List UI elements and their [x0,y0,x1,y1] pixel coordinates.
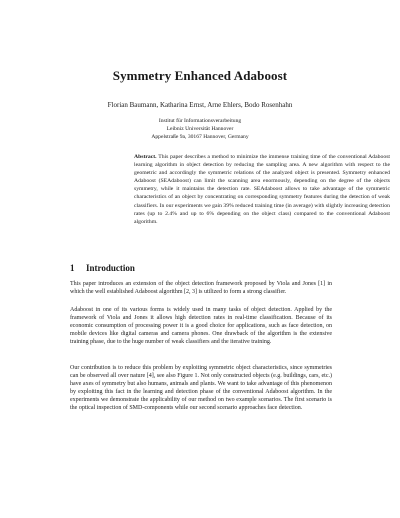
paper-title: Symmetry Enhanced Adaboost [112,68,288,83]
section-title: Introduction [86,263,135,273]
affiliation-university: Leibniz Universität Hannover [166,126,234,133]
affiliation-institute: Institut für Informationsverarbeitung [158,118,242,124]
body-paragraph [70,364,332,413]
section-heading [70,263,332,273]
abstract-label: Abstract. [134,154,157,160]
affiliation-address: Appelstraße 9a, 30167 Hannover, Germany [151,134,249,141]
abstract [134,153,390,226]
section-number: 1 [70,263,75,273]
body-paragraph [70,280,332,296]
author-list: Florian Baumann, Katharina Ernst, Arne Ehlers, Bodo Rosenhahn [107,101,293,109]
abstract-text: This paper describes a method to minimize the immense training time of the conventional Adaboost learning algorithm in object detection by reducing the sampling area. A new algorithm with respect to the geometric and accordingly the symmetric relations of the analyzed object is presented. Symmetry enhanced Adaboost (SEAdaboost) can limit the scanning area enormously, depending on the degree of the objects symmetry, while it maintains the detection rate. SEAdaboost allows to take advantage of the symmetric characteristics of an object by concentrating on corresponding symmetry features during the detection of weak classifiers. In our experiments we gain 39% reduced training time (in average) with slightly increasing detection rates (up to 2.4% and up to 6% depending on the object class) compared to the conventional Adaboost algorithm. [134,154,390,225]
body-paragraph [70,306,332,346]
paragraph-text: This paper introduces an extension of the object detection framework proposed by Viola and Jones [1] in which the well established Adaboost algorithm [2, 3] is utilized to form a strong classifier. [70,281,332,296]
paragraph-text: Our contribution is to reduce this problem by exploiting symmetric object characteristics, since symmetries can be observed all over nature [4], see also Figure 1. Not only constructed objects (e.g. buildings, cars, etc.) have axes of symmetry but also humans, animals and plants. We want to take advantage of this phenomenon by exploiting this fact in the learning and detection phase of the conventional Adaboost algorithm. In the experiments we demonstrate the applicability of our method on two example scenarios. The first scenario is the optical inspection of SMD-components while our second scenario approaches face detection. [70,365,332,412]
affiliation-block [0,117,400,142]
paragraph-text: Adaboost in one of its various forms is widely used in many tasks of object detection. Applied by the framework of Viola and Jones it allows high detection rates in real-time classification. Because of its economic consumption of processing power it is a good choice for applications, such as face detection, on mobile devices like digital cameras and camera phones. One drawback of the algorithm is the extensive training phase, due to the huge number of weak classifiers and the iterative training. [70,307,332,346]
